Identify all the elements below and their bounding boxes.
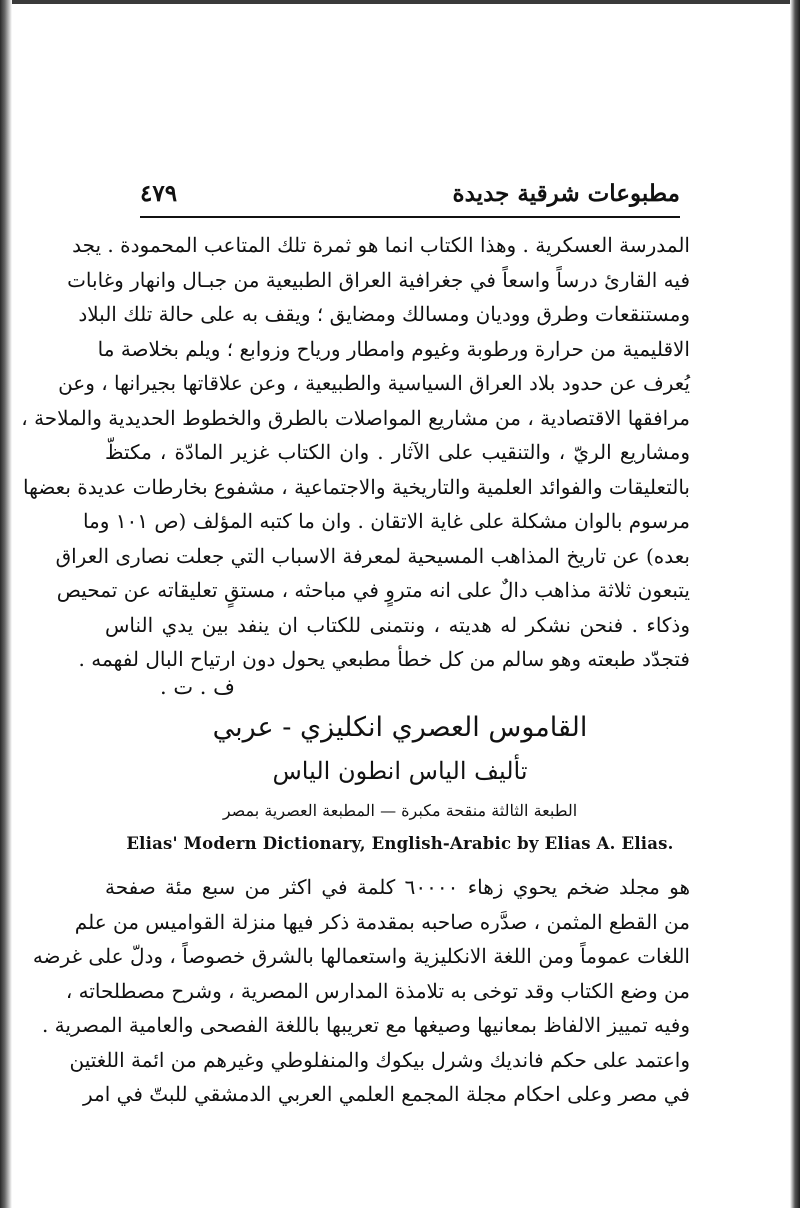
- running-header-title: مطبوعات شرقية جديدة: [452, 180, 680, 207]
- text-line: يُعرف عن حدود بلاد العراق السياسية والطبيعية ، وعن علاقاتها بجيرانها ، وعن: [58, 371, 690, 395]
- text-line: مرسوم بالوان مشكلة على غاية الاتقان . وان ما كتبه المؤلف (ص ١٠١ وما: [82, 509, 690, 533]
- scan-shadow-left: [0, 0, 12, 1208]
- review-article-2: [32, 870, 691, 1112]
- text-line: واعتمد على حكم فانديك وشرل بيكوك والمنفلوطي وغيرهم من ائمة اللغتين: [69, 1047, 690, 1072]
- text-line: هو مجلد ضخم يحوي زهاء ٦٠٠٠٠ كلمة في اكثر من سبع مئة صفحة: [105, 875, 691, 899]
- text-line: من وضع الكتاب وقد توخى به تلامذة المدارس المصرية ، وشرح مصطلحاته ،: [65, 978, 690, 1003]
- scan-shadow-top: [0, 0, 800, 4]
- text-line: ومشاريع الريّ ، والتنقيب على الآثار . وان الكتاب غزير المادّة ، مكتظّ: [105, 440, 690, 464]
- book-author-arabic: تأليف الياس انطون الياس: [272, 757, 528, 785]
- text-line: مرافقها الاقتصادية ، من مشاريع المواصلات بالطرق والخطوط الحديدية والملاحة ،: [21, 405, 690, 430]
- page-number: ٤٧٩: [140, 180, 178, 207]
- text-line: اللغات عموماً ومن اللغة الانكليزية واستعمالها بالشرق خصوصاً ، ودلّ على غرضه: [32, 944, 690, 968]
- text-line: من القطع المثمن ، صدَّره صاحبه بمقدمة ذكر فيها منزلة القواميس من علم: [74, 909, 690, 934]
- book-title-english: Elias' Modern Dictionary, English-Arabic by Elias A. Elias.: [126, 834, 674, 853]
- text-line: فتجدّد طبعته وهو سالم من كل خطأ مطبعي يحول دون ارتياح البال لفهمه .: [78, 647, 690, 671]
- header-rule: [140, 216, 680, 218]
- scan-shadow-right: [790, 0, 800, 1208]
- text-line: فيه القارئ درساً واسعاً في جغرافية العراق الطبيعية من جبـال وانهار وغابات: [67, 267, 690, 292]
- text-line: ومستنقعات وطرق ووديان ومسالك ومضايق ؛ ويقف به على حالة تلك البلاد: [78, 302, 690, 326]
- review-signature: ف . ت .: [160, 675, 235, 699]
- text-line: في مصر وعلى احكام مجلة المجمع العلمي العربي الدمشقي للبتّ في امر: [82, 1082, 690, 1106]
- text-line: وذكاء . فنحن نشكر له هديته ، ونتمنى للكتاب ان ينفد بين يدي الناس: [105, 612, 690, 637]
- running-header: [140, 180, 680, 216]
- review-article-1: [21, 228, 690, 677]
- text-line: يتبعون ثلاثة مذاهب دالٌ على انه متروٍ في مباحثه ، مستقٍ تعليقاته عن تمحيص: [56, 578, 690, 602]
- text-line: المدرسة العسكرية . وهذا الكتاب انما هو ثمرة تلك المتاعب المحمودة . يجد: [72, 233, 690, 257]
- book-edition-arabic: الطبعة الثالثة منقحة مكبرة — المطبعة العصرية بمصر: [222, 801, 578, 820]
- text-line: بالتعليقات والفوائد العلمية والتاريخية والاجتماعية ، مشفوع بخارطات عديدة بعضها: [23, 474, 690, 499]
- text-line: بعده) عن تاريخ المذاهب المسيحية لمعرفة الاسباب التي جعلت نصارى العراق: [55, 543, 690, 568]
- book-title-arabic: القاموس العصري انكليزي - عربي: [212, 712, 588, 743]
- text-line: وفيه تمييز الالفاظ بمعانيها وصيغها مع تعريبها باللغة الفصحى والعامية المصرية .: [41, 1013, 690, 1037]
- text-line: الاقليمية من حرارة ورطوبة وغيوم وامطار ورياح وزوابع ؛ ويلم بخلاصة ما: [97, 336, 690, 361]
